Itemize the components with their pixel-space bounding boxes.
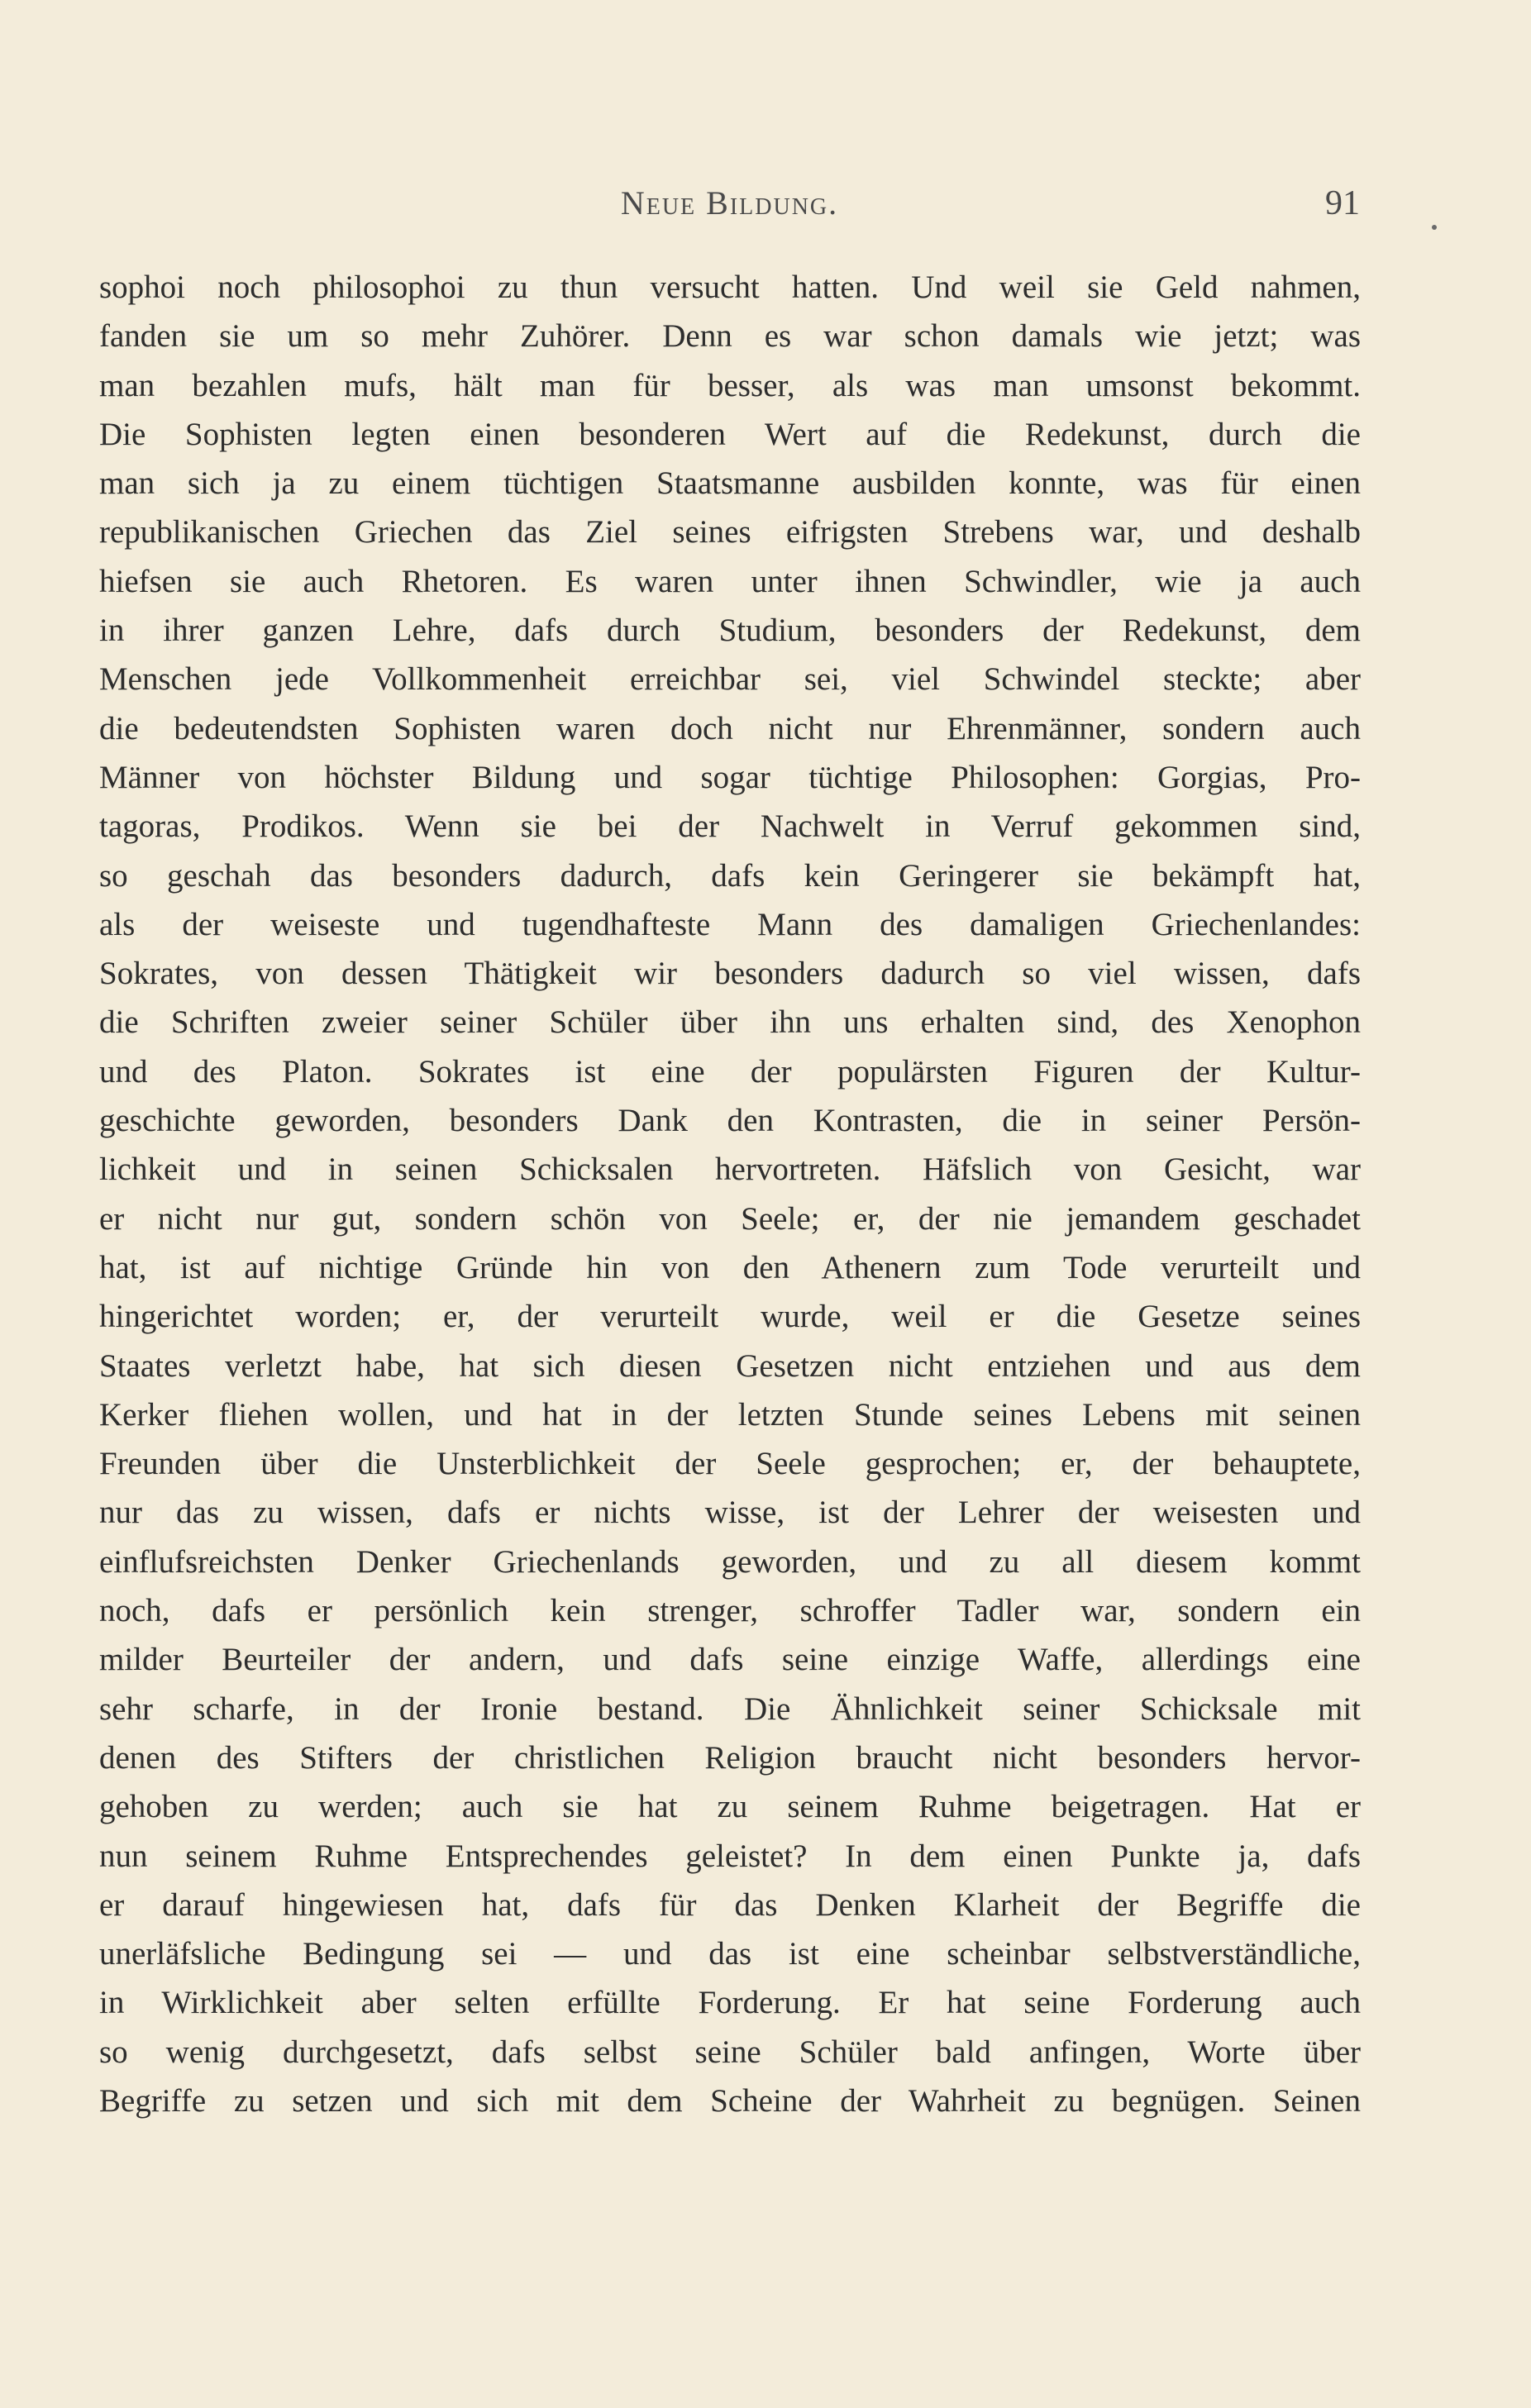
text-line: nur das zu wissen, dafs er nichts wisse, ist der Lehrer der weisesten und bbox=[99, 1495, 1361, 1531]
text-line: hiefsen sie auch Rhetoren. Es waren unter ihnen Schwindler, wie ja auch bbox=[99, 563, 1361, 599]
text-line: Begriffe zu setzen und sich mit dem Scheine der Wahrheit zu begnügen. Seinen bbox=[99, 2082, 1361, 2119]
text-line: Die Sophisten legten einen besonderen Wert auf die Redekunst, durch die bbox=[99, 416, 1361, 452]
text-line: Staates verletzt habe, hat sich diesen Gesetzen nicht entziehen und aus dem bbox=[99, 1347, 1361, 1384]
margin-dot-mark bbox=[1432, 225, 1437, 230]
text-line: Menschen jede Vollkommenheit erreichbar sei, viel Schwindel steckte; aber bbox=[99, 661, 1361, 698]
text-line: gehoben zu werden; auch sie hat zu seinem Ruhme beigetragen. Hat er bbox=[99, 1789, 1361, 1825]
text-line: in ihrer ganzen Lehre, dafs durch Studium, besonders der Redekunst, dem bbox=[99, 613, 1361, 649]
text-line: hingerichtet worden; er, der verurteilt wurde, weil er die Gesetze seines bbox=[99, 1299, 1361, 1335]
page-header bbox=[99, 184, 1360, 233]
text-line: lichkeit und in seinen Schicksalen hervortreten. Häfslich von Gesicht, war bbox=[99, 1152, 1361, 1188]
text-line: Männer von höchster Bildung und sogar tüchtige Philosophen: Gorgias, Pro- bbox=[99, 759, 1361, 795]
text-line: so geschah das besonders dadurch, dafs kein Geringerer sie bekämpft hat, bbox=[99, 857, 1361, 894]
text-line: denen des Stifters der christlichen Religion braucht nicht besonders hervor- bbox=[99, 1739, 1361, 1776]
text-line: noch, dafs er persönlich kein strenger, schroffer Tadler war, sondern ein bbox=[99, 1593, 1361, 1629]
text-line: Sokrates, von dessen Thätigkeit wir besonders dadurch so viel wissen, dafs bbox=[99, 956, 1361, 992]
running-head: Neue Bildung. bbox=[620, 184, 839, 222]
text-line: fanden sie um so mehr Zuhörer. Denn es war schon damals wie jetzt; was bbox=[99, 318, 1361, 355]
text-line: tagoras, Prodikos. Wenn sie bei der Nachwelt in Verruf gekommen sind, bbox=[99, 808, 1361, 845]
body-text bbox=[99, 263, 1361, 2125]
text-line: hat, ist auf nichtige Gründe hin von den Athenern zum Tode verurteilt und bbox=[99, 1249, 1361, 1285]
text-line: nun seinem Ruhme Entsprechendes geleistet? In dem einen Punkte ja, dafs bbox=[99, 1838, 1361, 1874]
text-line: milder Beurteiler der andern, und dafs seine einzige Waffe, allerdings eine bbox=[99, 1642, 1361, 1678]
text-line: so wenig durchgesetzt, dafs selbst seine Schüler bald anfingen, Worte über bbox=[99, 2034, 1361, 2070]
text-line: er darauf hingewiesen hat, dafs für das Denken Klarheit der Begriffe die bbox=[99, 1886, 1361, 1923]
text-line: die Schriften zweier seiner Schüler über ihn uns erhalten sind, des Xenophon bbox=[99, 1004, 1361, 1041]
text-line: einflufsreichsten Denker Griechenlands geworden, und zu all diesem kommt bbox=[99, 1543, 1361, 1580]
text-line: unerläfsliche Bedingung sei — und das ist eine scheinbar selbstverständliche, bbox=[99, 1936, 1361, 1972]
text-line: sehr scharfe, in der Ironie bestand. Die Ähnlichkeit seiner Schicksale mit bbox=[99, 1690, 1361, 1727]
text-line: die bedeutendsten Sophisten waren doch nicht nur Ehrenmänner, sondern auch bbox=[99, 710, 1361, 746]
text-line: geschichte geworden, besonders Dank den Kontrasten, die in seiner Persön- bbox=[99, 1103, 1361, 1139]
text-line: er nicht nur gut, sondern schön von Seele; er, der nie jemandem geschadet bbox=[99, 1200, 1361, 1237]
page-number: 91 bbox=[1325, 184, 1360, 222]
text-line: sophoi noch philosophoi zu thun versucht hatten. Und weil sie Geld nahmen, bbox=[99, 269, 1361, 305]
text-line: und des Platon. Sokrates ist eine der populärsten Figuren der Kultur- bbox=[99, 1053, 1361, 1090]
text-line: als der weiseste und tugendhafteste Mann des damaligen Griechenlandes: bbox=[99, 906, 1361, 942]
text-line: man sich ja zu einem tüchtigen Staatsmanne ausbilden konnte, was für einen bbox=[99, 465, 1361, 502]
text-line: Kerker fliehen wollen, und hat in der letzten Stunde seines Lebens mit seinen bbox=[99, 1396, 1361, 1433]
text-line: man bezahlen mufs, hält man für besser, als was man umsonst bekommt. bbox=[99, 367, 1361, 403]
text-line: Freunden über die Unsterblichkeit der Seele gesprochen; er, der behauptete, bbox=[99, 1446, 1361, 1482]
text-line: republikanischen Griechen das Ziel seines eifrigsten Strebens war, und deshalb bbox=[99, 514, 1361, 551]
text-line: in Wirklichkeit aber selten erfüllte Forderung. Er hat seine Forderung auch bbox=[99, 1985, 1361, 2021]
